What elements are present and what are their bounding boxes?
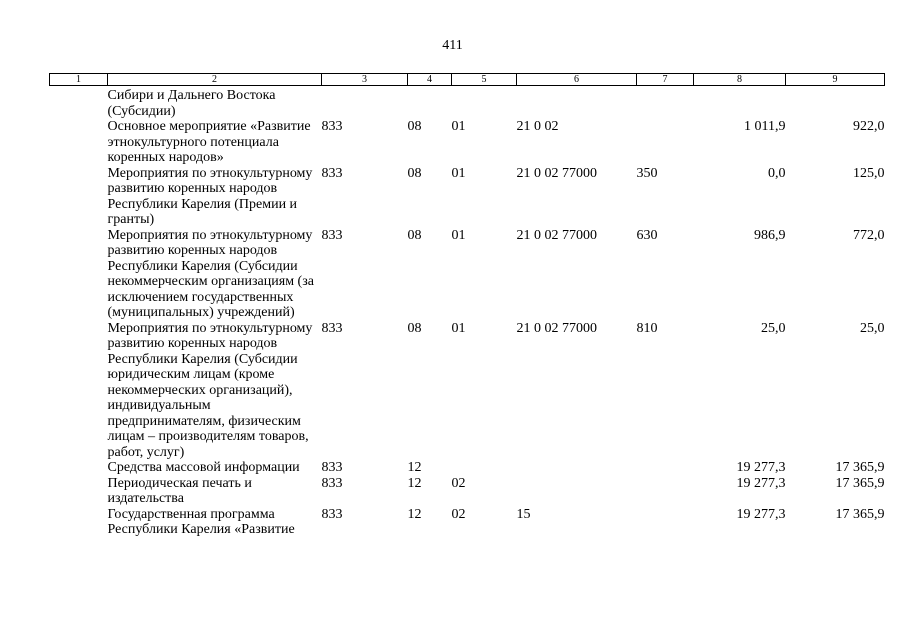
- cell-sum-1: 0,0: [768, 165, 786, 181]
- row-name: Основное мероприятие «Развитие этнокультурного потенциала коренных народов»: [107, 119, 311, 165]
- row-name: Мероприятия по этнокультурному развитию коренных народов Республики Карелия (Субсидии некоммерческим организациям (за исключением государственных (муниципальных) учреждений): [107, 227, 314, 320]
- table-row: [50, 460, 885, 476]
- cell-subsection: 01: [451, 227, 466, 243]
- cell-admin: 833: [321, 227, 343, 243]
- cell-target: 21 0 02 77000: [516, 227, 597, 243]
- col-header-6: 6: [517, 74, 637, 86]
- cell-subsection: 02: [451, 475, 466, 491]
- cell-sum-2: 17 365,9: [835, 506, 885, 522]
- cell-section: 12: [407, 506, 422, 522]
- cell-section: 08: [407, 165, 422, 181]
- row-name: Мероприятия по этнокультурному развитию коренных народов Республики Карелия (Субсидии юридическим лицам (кроме некоммерческих организаций), индивидуальным предпринимателям, физическим лицам – производителям товаров, работ, услуг): [107, 320, 313, 460]
- cell-expense-type: 630: [636, 227, 658, 243]
- cell-expense-type: [637, 476, 694, 507]
- row-name: Мероприятия по этнокультурному развитию коренных народов Республики Карелия (Премии и гранты): [107, 165, 313, 227]
- cell-sum-2: 17 365,9: [835, 460, 885, 475]
- cell-expense-type: [637, 86, 694, 120]
- cell-target: 21 0 02: [516, 119, 559, 134]
- table-row: [50, 476, 885, 507]
- col-header-4: 4: [408, 74, 452, 86]
- cell-target: 21 0 02 77000: [516, 165, 597, 181]
- cell-sum-1: 19 277,3: [736, 506, 786, 522]
- col-header-7: 7: [637, 74, 694, 86]
- table-row: [50, 166, 885, 228]
- row-name: Средства массовой информации: [107, 460, 300, 475]
- row-name: Периодическая печать и издательства: [107, 475, 252, 506]
- cell-expense-type: 350: [636, 165, 658, 181]
- cell-subsection: [452, 86, 517, 120]
- cell-target: 15: [516, 506, 531, 522]
- cell-expense-type: [637, 507, 694, 538]
- cell-section: 12: [407, 460, 422, 475]
- cell-section: 08: [407, 227, 422, 243]
- cell-admin: 833: [321, 460, 343, 475]
- cell-section: [408, 86, 452, 120]
- cell-admin: 833: [321, 475, 343, 491]
- cell-sum-1: 986,9: [754, 227, 786, 243]
- cell-admin: 833: [321, 119, 343, 134]
- cell-subsection: 01: [451, 320, 466, 336]
- cell-expense-type: [637, 119, 694, 166]
- row-name: Государственная программа Республики Карелия «Развитие: [107, 506, 295, 537]
- page-number: 411: [442, 38, 463, 53]
- cell-sum-1: 19 277,3: [736, 460, 786, 475]
- table-row: [50, 321, 885, 461]
- cell-section: 12: [407, 475, 422, 491]
- cell-sum-2: 25,0: [860, 320, 885, 336]
- table-row: [50, 228, 885, 321]
- cell-sum-2: 922,0: [853, 119, 885, 134]
- cell-subsection: 01: [451, 119, 466, 134]
- cell-target: [517, 460, 637, 476]
- table-row: [50, 119, 885, 166]
- cell-sum-2: 17 365,9: [835, 475, 885, 491]
- cell-target: [517, 86, 637, 120]
- cell-expense-type: [637, 460, 694, 476]
- col-header-5: 5: [452, 74, 517, 86]
- table-row: [50, 86, 885, 120]
- cell-section: 08: [407, 320, 422, 336]
- cell-section: 08: [407, 119, 422, 134]
- cell-sum-1: 25,0: [761, 320, 786, 336]
- cell-expense-type: 810: [636, 320, 658, 336]
- cell-admin: 833: [321, 320, 343, 336]
- col-header-1: 1: [50, 74, 108, 86]
- header-row: [50, 74, 885, 86]
- cell-sum-2: [786, 86, 885, 120]
- cell-sum-1: 19 277,3: [736, 475, 786, 491]
- cell-sum-2: 772,0: [853, 227, 885, 243]
- cell-target: 21 0 02 77000: [516, 320, 597, 336]
- cell-admin: 833: [321, 165, 343, 181]
- col-header-2: 2: [108, 74, 322, 86]
- cell-sum-1: 1 011,9: [744, 119, 786, 134]
- col-header-8: 8: [694, 74, 786, 86]
- table-row: [50, 507, 885, 538]
- cell-admin: 833: [321, 506, 343, 522]
- cell-admin: [322, 86, 408, 120]
- cell-sum-2: 125,0: [853, 165, 885, 181]
- cell-subsection: 01: [451, 165, 466, 181]
- cell-sum-1: [694, 86, 786, 120]
- cell-subsection: 02: [451, 506, 466, 522]
- row-name: Сибири и Дальнего Востока (Субсидии): [107, 88, 276, 119]
- col-header-3: 3: [322, 74, 408, 86]
- budget-table: [49, 73, 885, 538]
- col-header-9: 9: [786, 74, 885, 86]
- cell-target: [517, 476, 637, 507]
- cell-subsection: [452, 460, 517, 476]
